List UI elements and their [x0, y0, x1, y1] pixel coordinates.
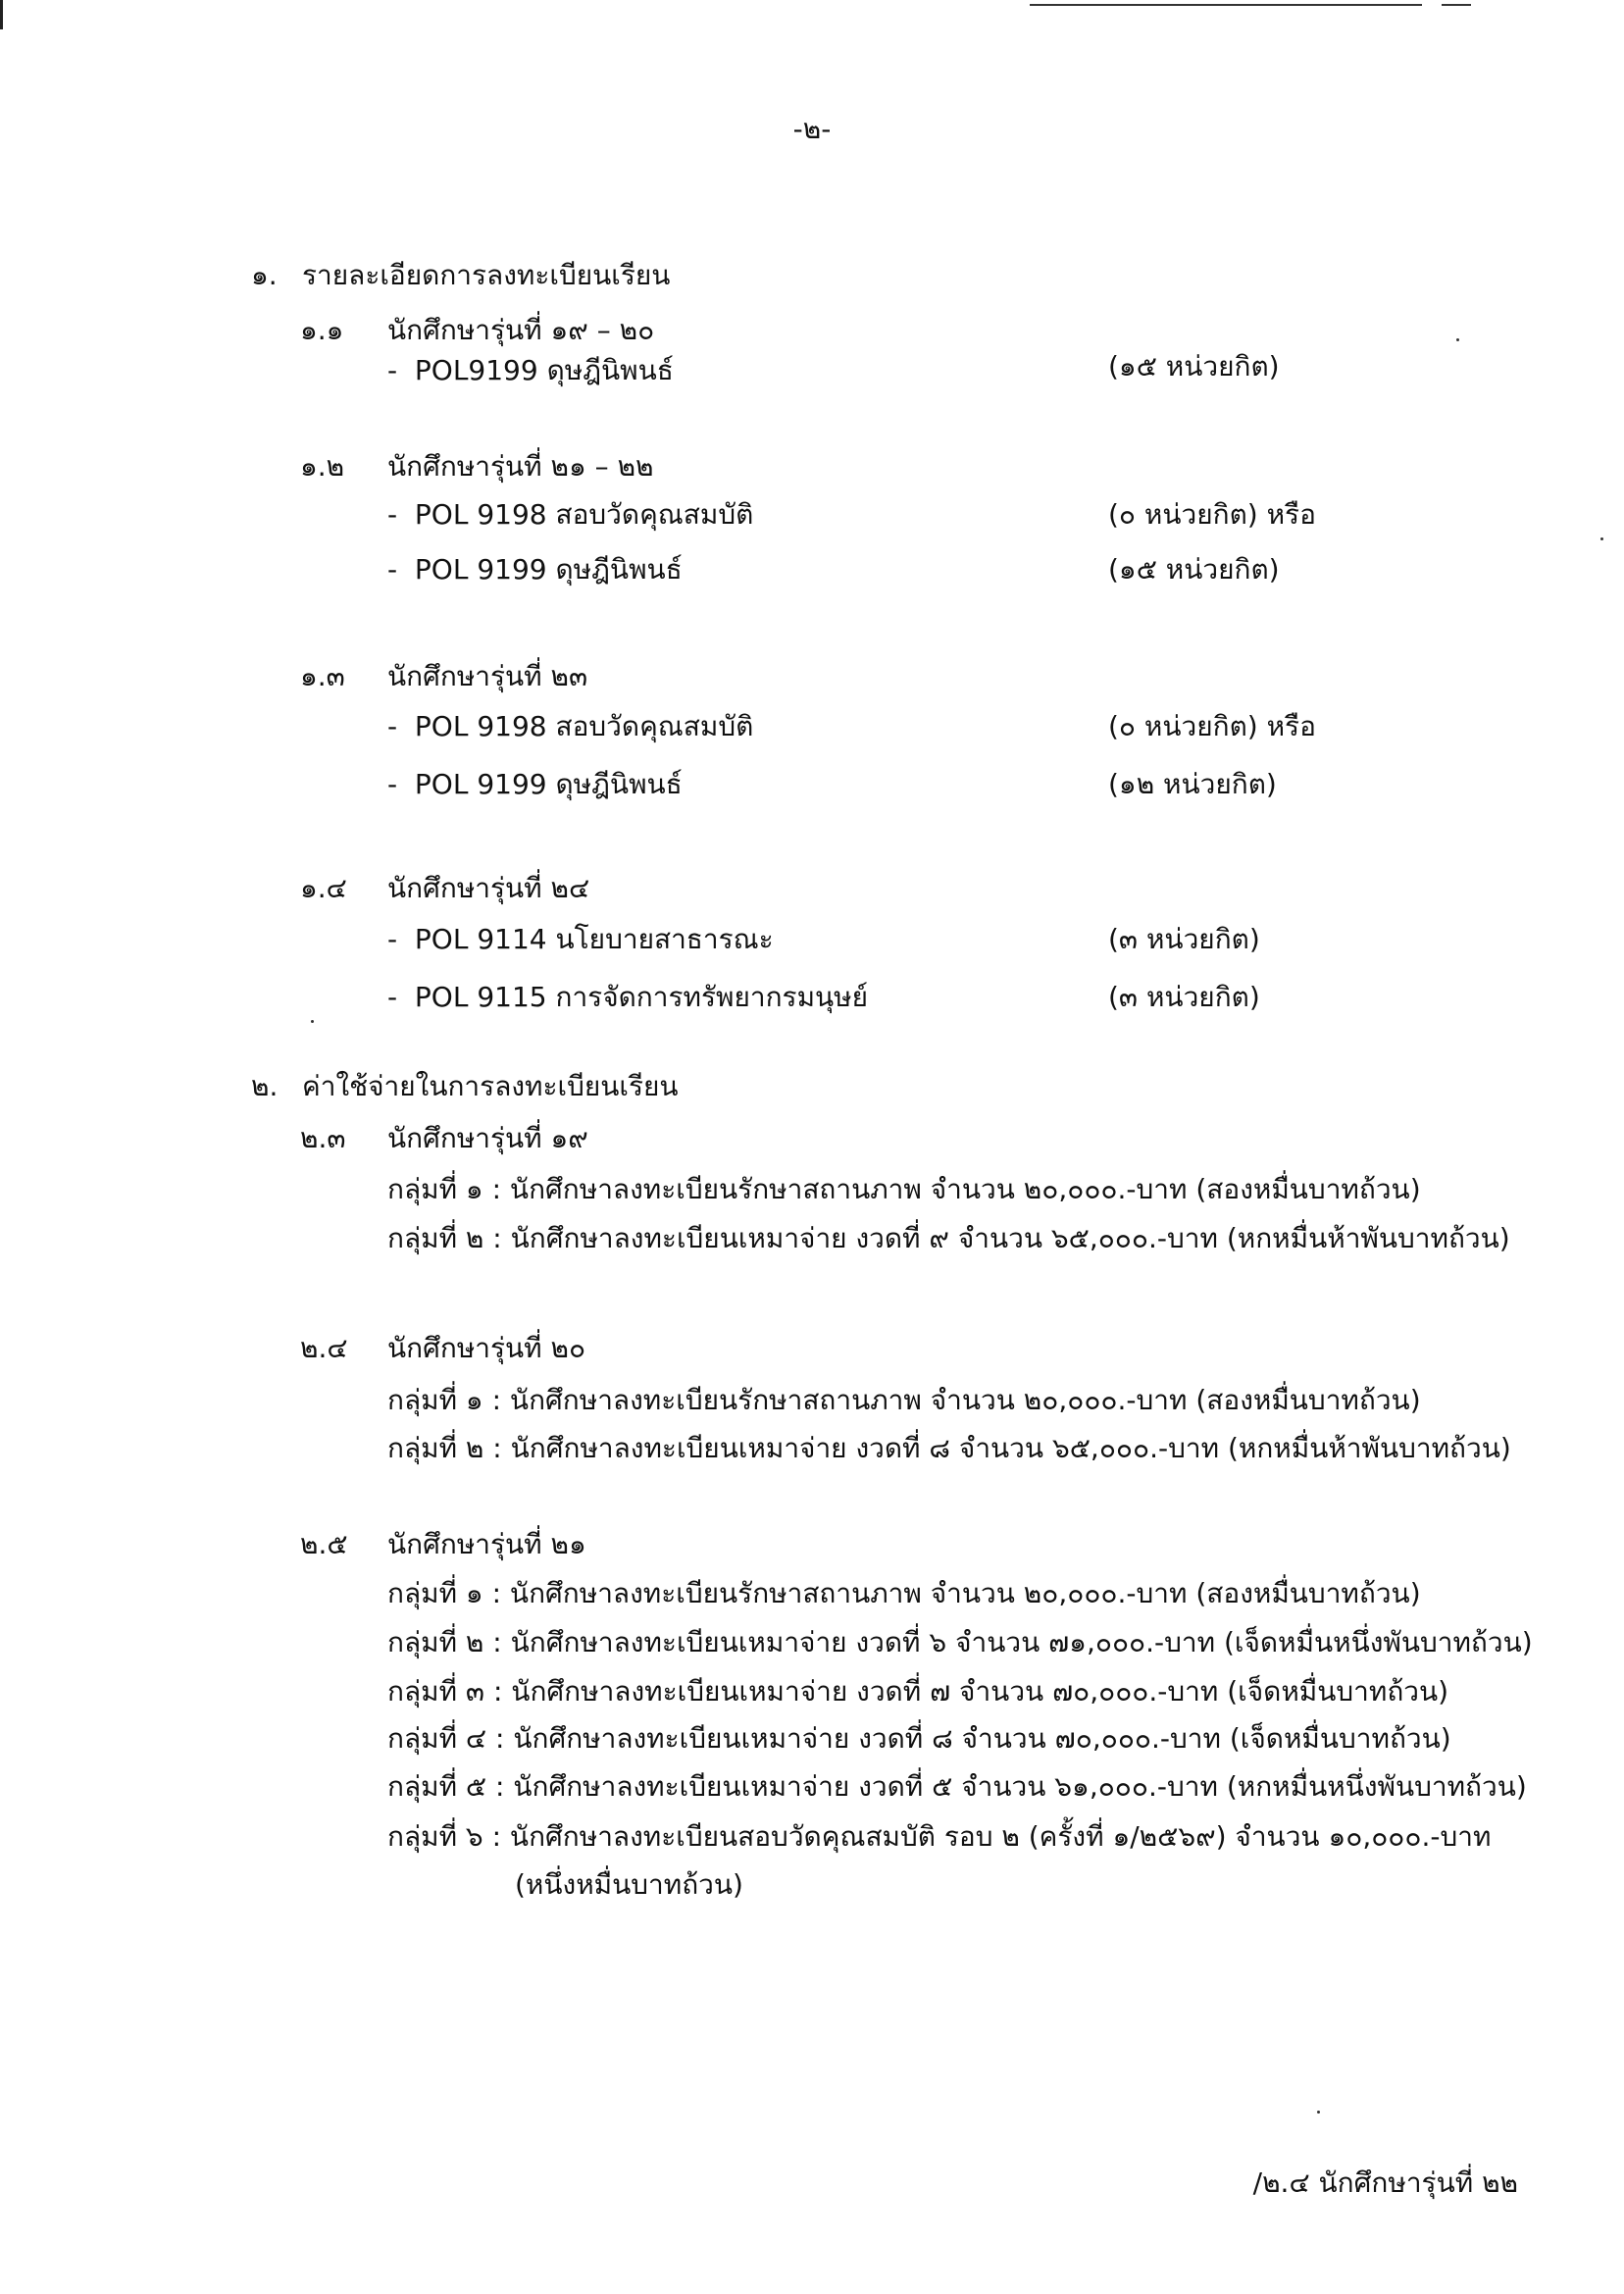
subsection-label: นักศึกษารุ่นที่ ๒๓ [387, 660, 588, 692]
continuation-footer: /๒.๔ นักศึกษารุ่นที่ ๒๒ [1252, 2167, 1518, 2199]
course-credit: (๐ หน่วยกิต) หรือ [1108, 710, 1316, 742]
course-name: POL 9199 ดุษฎีนิพนธ์ [414, 553, 683, 586]
fee-group: กลุ่มที่ ๕ : นักศึกษาลงทะเบียนเหมาจ่าย งวดที่ ๕ จำนวน ๖๑,๐๐๐.-บาท (หกหมื่นหนึ่งพันบาทถ้วน) [387, 1770, 1527, 1803]
course-item: - POL 9199 ดุษฎีนิพนธ์ [387, 553, 683, 586]
section2-title: ค่าใช้จ่ายในการลงทะเบียนเรียน [302, 1070, 679, 1102]
fee-group: กลุ่มที่ ๓ : นักศึกษาลงทะเบียนเหมาจ่าย งวดที่ ๗ จำนวน ๗๐,๐๐๐.-บาท (เจ็ดหมื่นบาทถ้วน) [387, 1675, 1449, 1708]
course-name: POL 9114 นโยบายสาธารณะ [414, 923, 774, 955]
fee-group: กลุ่มที่ ๒ : นักศึกษาลงทะเบียนเหมาจ่าย งวดที่ ๙ จำนวน ๖๕,๐๐๐.-บาท (หกหมื่นห้าพันบาทถ้วน) [387, 1222, 1510, 1254]
course-item: - POL9199 ดุษฎีนิพนธ์ [387, 354, 674, 386]
course-item: - POL 9199 ดุษฎีนิพนธ์ [387, 768, 683, 800]
fee-group: กลุ่มที่ ๖ : นักศึกษาลงทะเบียนสอบวัดคุณสมบัติ รอบ ๒ (ครั้งที่ ๑/๒๕๖๙) จำนวน ๑๐,๐๐๐.-บาท [387, 1820, 1492, 1853]
speck [1600, 537, 1603, 540]
course-credit: (๑๕ หน่วยกิต) [1108, 553, 1280, 586]
header-rule-dash [1442, 4, 1471, 6]
speck [1317, 2111, 1320, 2114]
scan-edge-mark [0, 0, 3, 29]
section1-title: รายละเอียดการลงทะเบียนเรียน [302, 259, 671, 291]
fee-group: กลุ่มที่ ๒ : นักศึกษาลงทะเบียนเหมาจ่าย งวดที่ ๖ จำนวน ๗๑,๐๐๐.-บาท (เจ็ดหมื่นหนึ่งพันบาทถ้วน) [387, 1626, 1533, 1658]
course-item: - POL 9114 นโยบายสาธารณะ [387, 923, 774, 955]
course-credit: (๓ หน่วยกิต) [1108, 923, 1260, 955]
fee-group: กลุ่มที่ ๑ : นักศึกษาลงทะเบียนรักษาสถานภาพ จำนวน ๒๐,๐๐๐.-บาท (สองหมื่นบาทถ้วน) [387, 1577, 1421, 1609]
course-item: - POL 9198 สอบวัดคุณสมบัติ [387, 498, 754, 531]
subsection-label: นักศึกษารุ่นที่ ๑๙ – ๒๐ [387, 314, 655, 346]
subsection-number: ๒.๓ [300, 1122, 346, 1154]
subsection-label: นักศึกษารุ่นที่ ๒๔ [387, 872, 590, 904]
subsection-number: ๑.๒ [300, 450, 345, 483]
subsection-label: นักศึกษารุ่นที่ ๒๑ [387, 1528, 586, 1560]
course-credit: (๑๒ หน่วยกิต) [1108, 768, 1277, 800]
course-credit: (๑๕ หน่วยกิต) [1108, 350, 1280, 382]
fee-group: กลุ่มที่ ๒ : นักศึกษาลงทะเบียนเหมาจ่าย งวดที่ ๘ จำนวน ๖๕,๐๐๐.-บาท (หกหมื่นห้าพันบาทถ้วน) [387, 1432, 1511, 1464]
subsection-label: นักศึกษารุ่นที่ ๒๐ [387, 1332, 586, 1364]
course-name: POL 9199 ดุษฎีนิพนธ์ [414, 768, 683, 800]
course-item: - POL 9198 สอบวัดคุณสมบัติ [387, 710, 754, 742]
course-name: POL 9198 สอบวัดคุณสมบัติ [414, 710, 754, 742]
fee-group: กลุ่มที่ ๑ : นักศึกษาลงทะเบียนรักษาสถานภาพ จำนวน ๒๐,๐๐๐.-บาท (สองหมื่นบาทถ้วน) [387, 1173, 1421, 1205]
course-name: POL9199 ดุษฎีนิพนธ์ [414, 354, 674, 386]
subsection-number: ๑.๓ [300, 660, 345, 692]
subsection-label: นักศึกษารุ่นที่ ๑๙ [387, 1122, 588, 1154]
header-rule [1030, 4, 1422, 6]
subsection-number: ๒.๕ [300, 1528, 348, 1560]
section2-number: ๒. [251, 1070, 279, 1102]
course-item: - POL 9115 การจัดการทรัพยากรมนุษย์ [387, 981, 869, 1013]
page-number: -๒- [792, 113, 832, 145]
subsection-label: นักศึกษารุ่นที่ ๒๑ – ๒๒ [387, 450, 654, 483]
speck [311, 1020, 314, 1023]
course-name: POL 9198 สอบวัดคุณสมบัติ [414, 498, 754, 531]
subsection-number: ๒.๔ [300, 1332, 348, 1364]
subsection-number: ๑.๔ [300, 872, 347, 904]
fee-group: กลุ่มที่ ๑ : นักศึกษาลงทะเบียนรักษาสถานภาพ จำนวน ๒๐,๐๐๐.-บาท (สองหมื่นบาทถ้วน) [387, 1384, 1421, 1416]
speck [1456, 338, 1459, 341]
course-credit: (๓ หน่วยกิต) [1108, 981, 1260, 1013]
section1-number: ๑. [251, 259, 278, 291]
fee-group: กลุ่มที่ ๔ : นักศึกษาลงทะเบียนเหมาจ่าย งวดที่ ๘ จำนวน ๗๐,๐๐๐.-บาท (เจ็ดหมื่นบาทถ้วน) [387, 1722, 1451, 1755]
course-credit: (๐ หน่วยกิต) หรือ [1108, 498, 1316, 531]
course-name: POL 9115 การจัดการทรัพยากรมนุษย์ [414, 981, 869, 1013]
fee-group-continuation: (หนึ่งหมื่นบาทถ้วน) [515, 1868, 743, 1901]
subsection-number: ๑.๑ [300, 314, 344, 346]
